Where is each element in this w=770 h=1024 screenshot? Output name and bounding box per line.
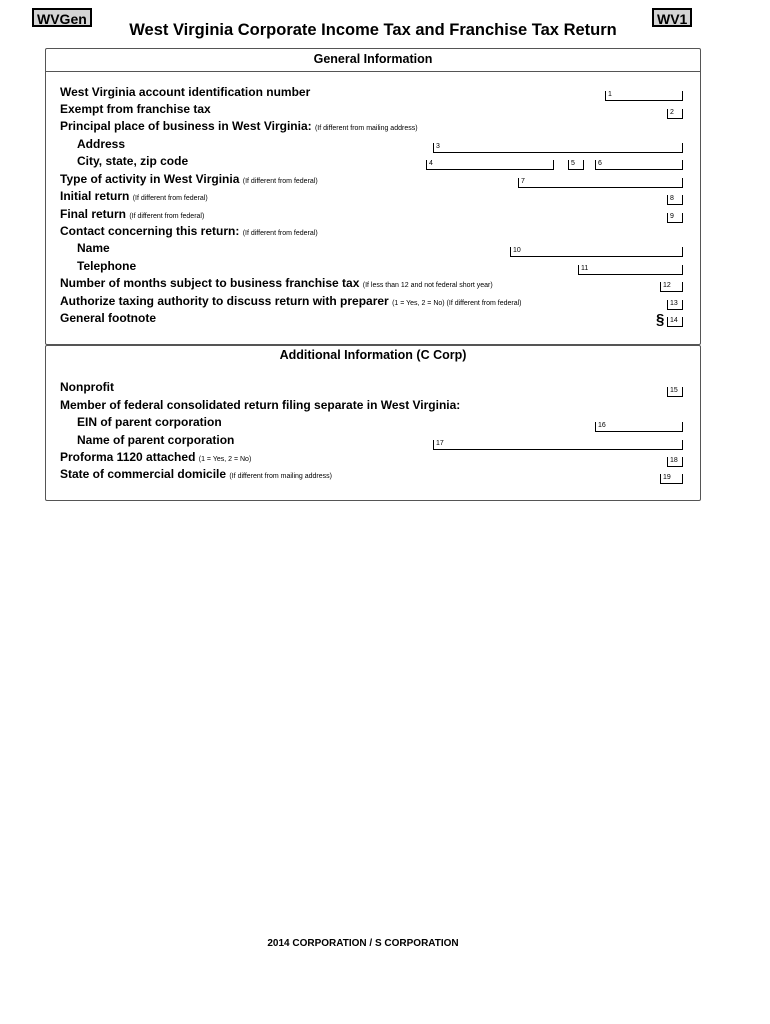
field-19-domicile[interactable]: 19 xyxy=(660,474,683,484)
label-type-of-activity: Type of activity in West Virginia (If different from federal) xyxy=(60,172,318,186)
form-footer: 2014 CORPORATION / S CORPORATION xyxy=(267,938,459,949)
field-13-authorize[interactable]: 13 xyxy=(667,300,683,310)
section-divider xyxy=(46,71,700,72)
label-parent-name: Name of parent corporation xyxy=(77,433,235,447)
field-18-proforma[interactable]: 18 xyxy=(667,457,683,467)
field-9-final-return[interactable]: 9 xyxy=(667,213,683,223)
field-14-footnote[interactable]: 14 xyxy=(667,317,683,327)
label-contact: Contact concerning this return: (If different from federal) xyxy=(60,224,318,238)
label-city-state-zip: City, state, zip code xyxy=(77,154,189,168)
field-17-parent-name[interactable]: 17 xyxy=(433,440,683,450)
field-8-initial-return[interactable]: 8 xyxy=(667,195,683,205)
label-consolidated-member: Member of federal consolidated return filing separate in West Virginia: xyxy=(60,398,461,412)
footnote-section-icon: § xyxy=(656,311,665,328)
label-principal-place: Principal place of business in West Virginia: (If different from mailing address) xyxy=(60,119,418,133)
field-4-city[interactable]: 4 xyxy=(426,160,554,170)
additional-information-title: Additional Information (C Corp) xyxy=(279,348,467,362)
field-1-account-id[interactable]: 1 xyxy=(605,91,683,101)
general-information-title: General Information xyxy=(313,52,433,66)
additional-information-section xyxy=(45,345,701,501)
label-parent-ein: EIN of parent corporation xyxy=(77,415,222,429)
field-12-months[interactable]: 12 xyxy=(660,282,683,292)
label-final-return: Final return (If different from federal) xyxy=(60,207,205,221)
label-authorize-preparer: Authorize taxing authority to discuss return with preparer (1 = Yes, 2 = No) (If different from federal) xyxy=(60,294,522,308)
field-5-state[interactable]: 5 xyxy=(568,160,584,170)
label-telephone: Telephone xyxy=(77,259,137,273)
label-contact-name: Name xyxy=(77,241,110,255)
label-initial-return: Initial return (If different from federal) xyxy=(60,189,208,203)
label-months-franchise: Number of months subject to business franchise tax (If less than 12 and not federal short year) xyxy=(60,276,493,290)
field-6-zip[interactable]: 6 xyxy=(595,160,683,170)
label-account-id: West Virginia account identification number xyxy=(60,85,311,99)
field-16-parent-ein[interactable]: 16 xyxy=(595,422,683,432)
field-7-activity[interactable]: 7 xyxy=(518,178,683,188)
form-tag-wvgen: WVGen xyxy=(32,8,92,27)
general-information-section xyxy=(45,48,701,345)
label-commercial-domicile: State of commercial domicile (If different from mailing address) xyxy=(60,467,332,481)
field-11-telephone[interactable]: 11 xyxy=(578,265,683,275)
form-tag-wv1: WV1 xyxy=(652,8,692,27)
label-address: Address xyxy=(77,137,126,151)
label-exempt-franchise: Exempt from franchise tax xyxy=(60,102,211,116)
field-3-address[interactable]: 3 xyxy=(433,143,683,153)
label-nonprofit: Nonprofit xyxy=(60,380,114,394)
label-general-footnote: General footnote xyxy=(60,311,157,325)
field-10-contact-name[interactable]: 10 xyxy=(510,247,683,257)
page-title: West Virginia Corporate Income Tax and Franchise Tax Return xyxy=(129,21,617,39)
field-2-exempt[interactable]: 2 xyxy=(667,109,683,119)
field-15-nonprofit[interactable]: 15 xyxy=(667,387,683,397)
label-proforma-1120: Proforma 1120 attached (1 = Yes, 2 = No) xyxy=(60,450,252,464)
